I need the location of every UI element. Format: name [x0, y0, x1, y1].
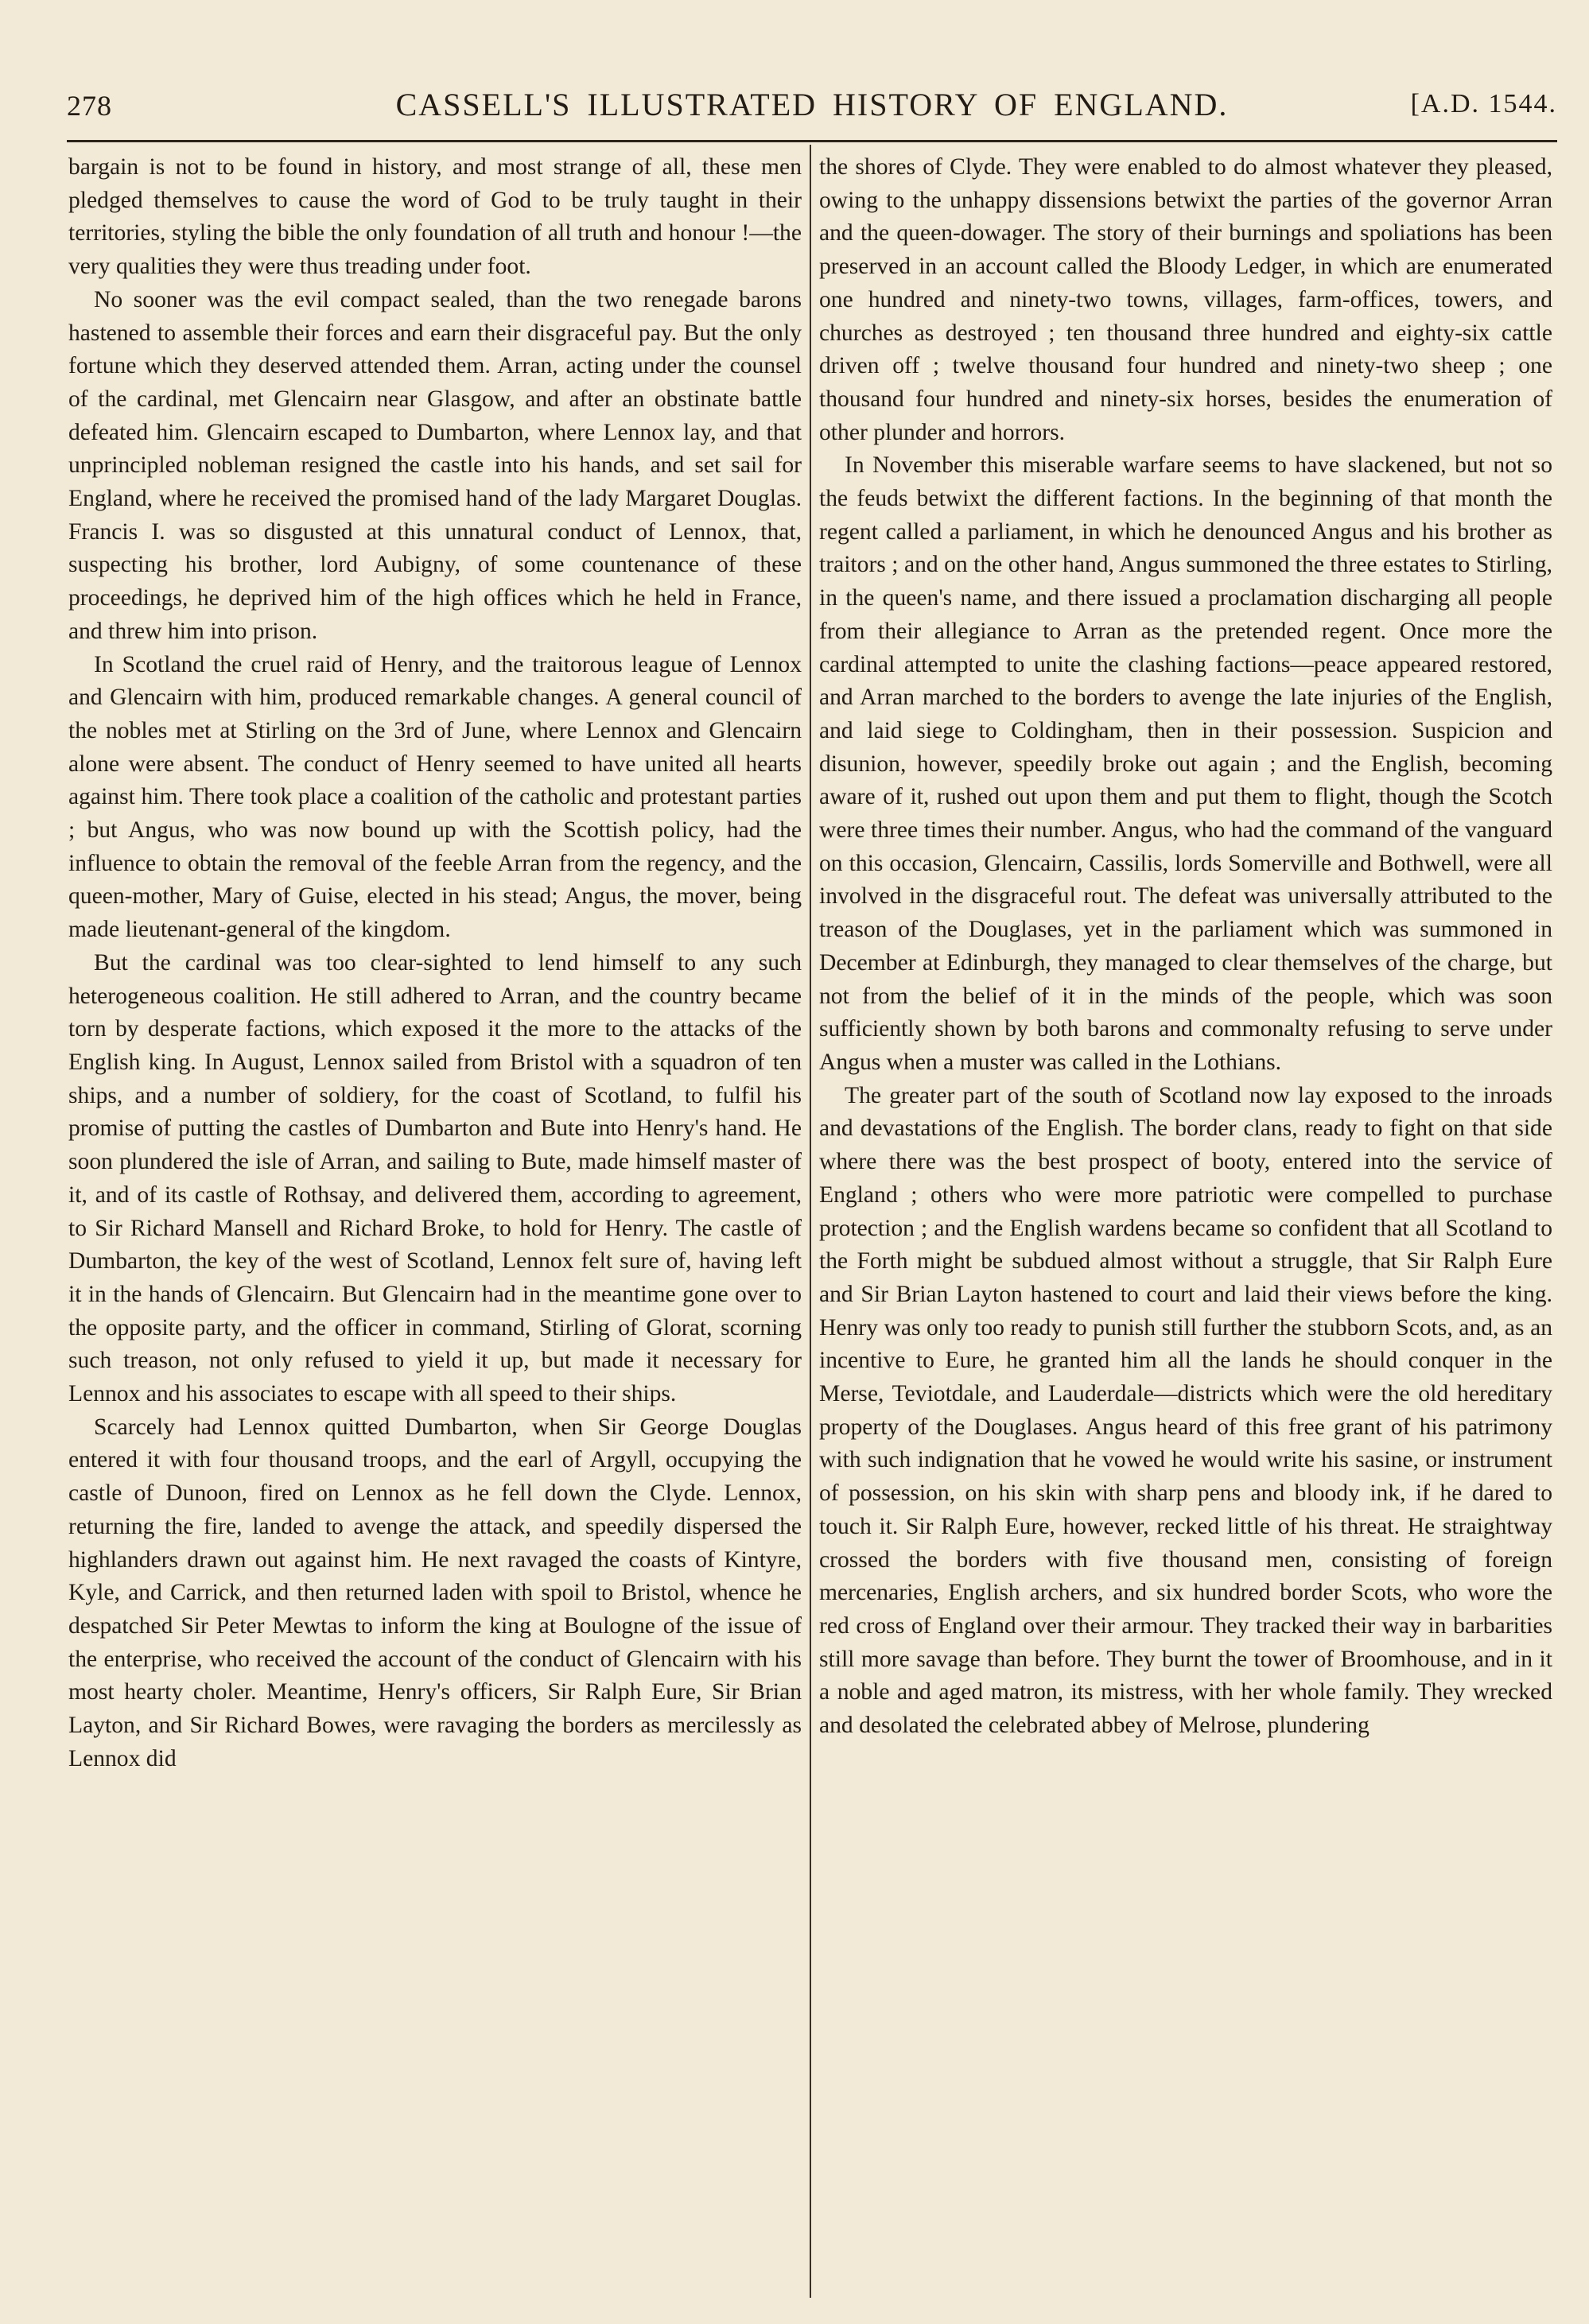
paragraph: No sooner was the evil compact sealed, than the two renegade barons hastened to assemble their forces and earn their disgraceful pay. But the only fortune which they deserved attended them. Arran, acting under the counsel of the cardinal, met Glencairn near Glasgow, and after an obstinate battle defeated him. Glencairn escaped to Dumbarton, where Lennox lay, and that unprincipled nobleman resigned the castle into his hands, and set sail for England, where he received the promised hand of the lady Margaret Douglas. Francis I. was so disgusted at this unnatural conduct of Lennox, that, suspecting his brother, lord Aubigny, of some countenance of these proceedings, he deprived him of the high offices which he held in France, and threw him into prison. — [68, 286, 802, 644]
paragraph: In November this miserable warfare seems to have slackened, but not so the feuds betwixt the different factions. In the beginning of that month the regent called a parliament, in which he denounced Angus and his brother as traitors ; and on the other hand, Angus summoned the three estates to Stirling, in the queen's name, and there issued a proclamation discharging all people from their allegiance to Arran as the pretended regent. Once more the cardinal attempted to unite the clashing factions—peace appeared restored, and Arran marched to the borders to avenge the late injuries of the English, and laid siege to Coldingham, then in their possession. Suspicion and disunion, however, speedily broke out again ; and the English, becoming aware of it, rushed out upon them and put them to flight, though the Scotch were three times their number. Angus, who had the command of the vanguard on this occasion, Glencairn, Cassilis, lords Somerville and Bothwell, were all involved in the disgraceful rout. The defeat was universally attributed to the treason of the Douglases, yet in the parliament which was summoned in December at Edinburgh, they managed to clear themselves of the charge, but not from the belief of it in the minds of the people, which was soon sufficiently shown by both barons and commonalty refusing to serve under Angus when a muster was called in the Lothians. — [819, 452, 1552, 1075]
paragraph: The greater part of the south of Scotland now lay exposed to the inroads and devastations of the English. The border clans, ready to fight on that side where there was the best prospect of booty, entered into the service of England ; others who were more patriotic were compelled to purchase protection ; and the English wardens became so confident that all Scotland to the Forth might be subdued almost without a struggle, that Sir Ralph Eure and Sir Brian Layton hastened to court and laid their views before the king. Henry was only too ready to punish still further the stubborn Scots, and, as an incentive to Eure, he granted him all the lands he should conquer in the Merse, Teviotdale, and Lauderdale—districts which were the old hereditary property of the Douglases. Angus heard of this free grant of his patrimony with such indignation that he vowed he would write his sasine, or instrument of possession, on his skin with sharp pens and bloody ink, if he dared to touch it. Sir Ralph Eure, however, recked little of his threat. He straightway crossed the borders with five thousand men, consisting of foreign mercenaries, English archers, and six hundred border Scots, who wore the red cross of England over their armour. They tracked their way in barbarities still more savage than before. They burnt the tower of Broomhouse, and in it a noble and aged matron, its mistress, with her whole family. They wrecked and desolated the celebrated abbey of Melrose, plundering — [819, 1082, 1552, 1739]
paragraph: In Scotland the cruel raid of Henry, and the traitorous league of Lennox and Glencairn with him, produced remarkable changes. A general council of the nobles met at Stirling on the 3rd of June, where Lennox and Glencairn alone were absent. The conduct of Henry seemed to have united all hearts against him. There took place a coalition of the catholic and protestant parties ; but Angus, who was now bound up with the Scottish policy, had the influence to obtain the removal of the feeble Arran from the regency, and the queen-mother, Mary of Guise, elected in his stead; Angus, the mover, being made lieutenant-general of the kingdom. — [68, 651, 802, 943]
header-rule — [67, 140, 1557, 142]
column-divider — [810, 145, 811, 2298]
paragraph: bargain is not to be found in history, and most strange of all, these men pledged themselves to cause the word of God to be truly taught in their territories, styling the bible the only foundation of all truth and honour !—the very qualities they were thus treading under foot. — [68, 154, 802, 280]
running-title: CASSELL'S ILLUSTRATED HISTORY OF ENGLAND. — [395, 87, 1229, 122]
page-number: 278 — [67, 90, 112, 122]
date-range: [A.D. 1544. — [1410, 89, 1557, 118]
paragraph: Scarcely had Lennox quitted Dumbarton, when Sir George Douglas entered it with four thousand troops, and the earl of Argyll, occupying the castle of Dunoon, fired on Lennox as he fell down the Clyde. Lennox, returning the fire, landed to avenge the attack, and speedily dispersed the highlanders drawn out against him. He next ravaged the coasts of Kintyre, Kyle, and Carrick, and then returned laden with spoil to Bristol, whence he despatched Sir Peter Mewtas to inform the king at Boulogne of the issue of the enterprise, who received the account of the conduct of Glencairn with his most hearty choler. Meantime, Henry's officers, Sir Ralph Eure, Sir Brian Layton, and Sir Richard Bowes, were ravaging the borders as mercilessly as Lennox did — [68, 1414, 802, 1771]
paragraph: the shores of Clyde. They were enabled to do almost whatever they pleased, owing to the unhappy dissensions betwixt the parties of the governor Arran and the queen-dowager. The story of their burnings and spoliations has been preserved in an account called the Bloody Ledger, in which are enumerated one hundred and ninety-two towns, villages, farm-offices, towers, and churches as destroyed ; ten thousand three hundred and eighty-six cattle driven off ; twelve thousand four hundred and ninety-two sheep ; one thousand four hundred and ninety-six horses, besides the enumeration of other plunder and horrors. — [819, 154, 1552, 445]
running-header — [67, 83, 1557, 130]
left-column — [68, 151, 802, 2298]
paragraph: But the cardinal was too clear-sighted to lend himself to any such heterogeneous coalition. He still adhered to Arran, and the country became torn by desperate factions, which exposed it the more to the attacks of the English king. In August, Lennox sailed from Bristol with a squadron of ten ships, and a number of soldiery, for the coast of Scotland, to fulfil his promise of putting the castles of Dumbarton and Bute into Henry's hand. He soon plundered the isle of Arran, and sailing to Bute, made himself master of it, and of its castle of Rothsay, and delivered them, according to agreement, to Sir Richard Mansell and Richard Broke, to hold for Henry. The castle of Dumbarton, the key of the west of Scotland, Lennox felt sure of, having left it in the hands of Glencairn. But Glencairn had in the meantime gone over to the opposite party, and the officer in command, Stirling of Glorat, scorning such treason, not only refused to yield it up, but made it necessary for Lennox and his associates to escape with all speed to their ships. — [68, 949, 802, 1407]
right-column — [819, 151, 1552, 2298]
